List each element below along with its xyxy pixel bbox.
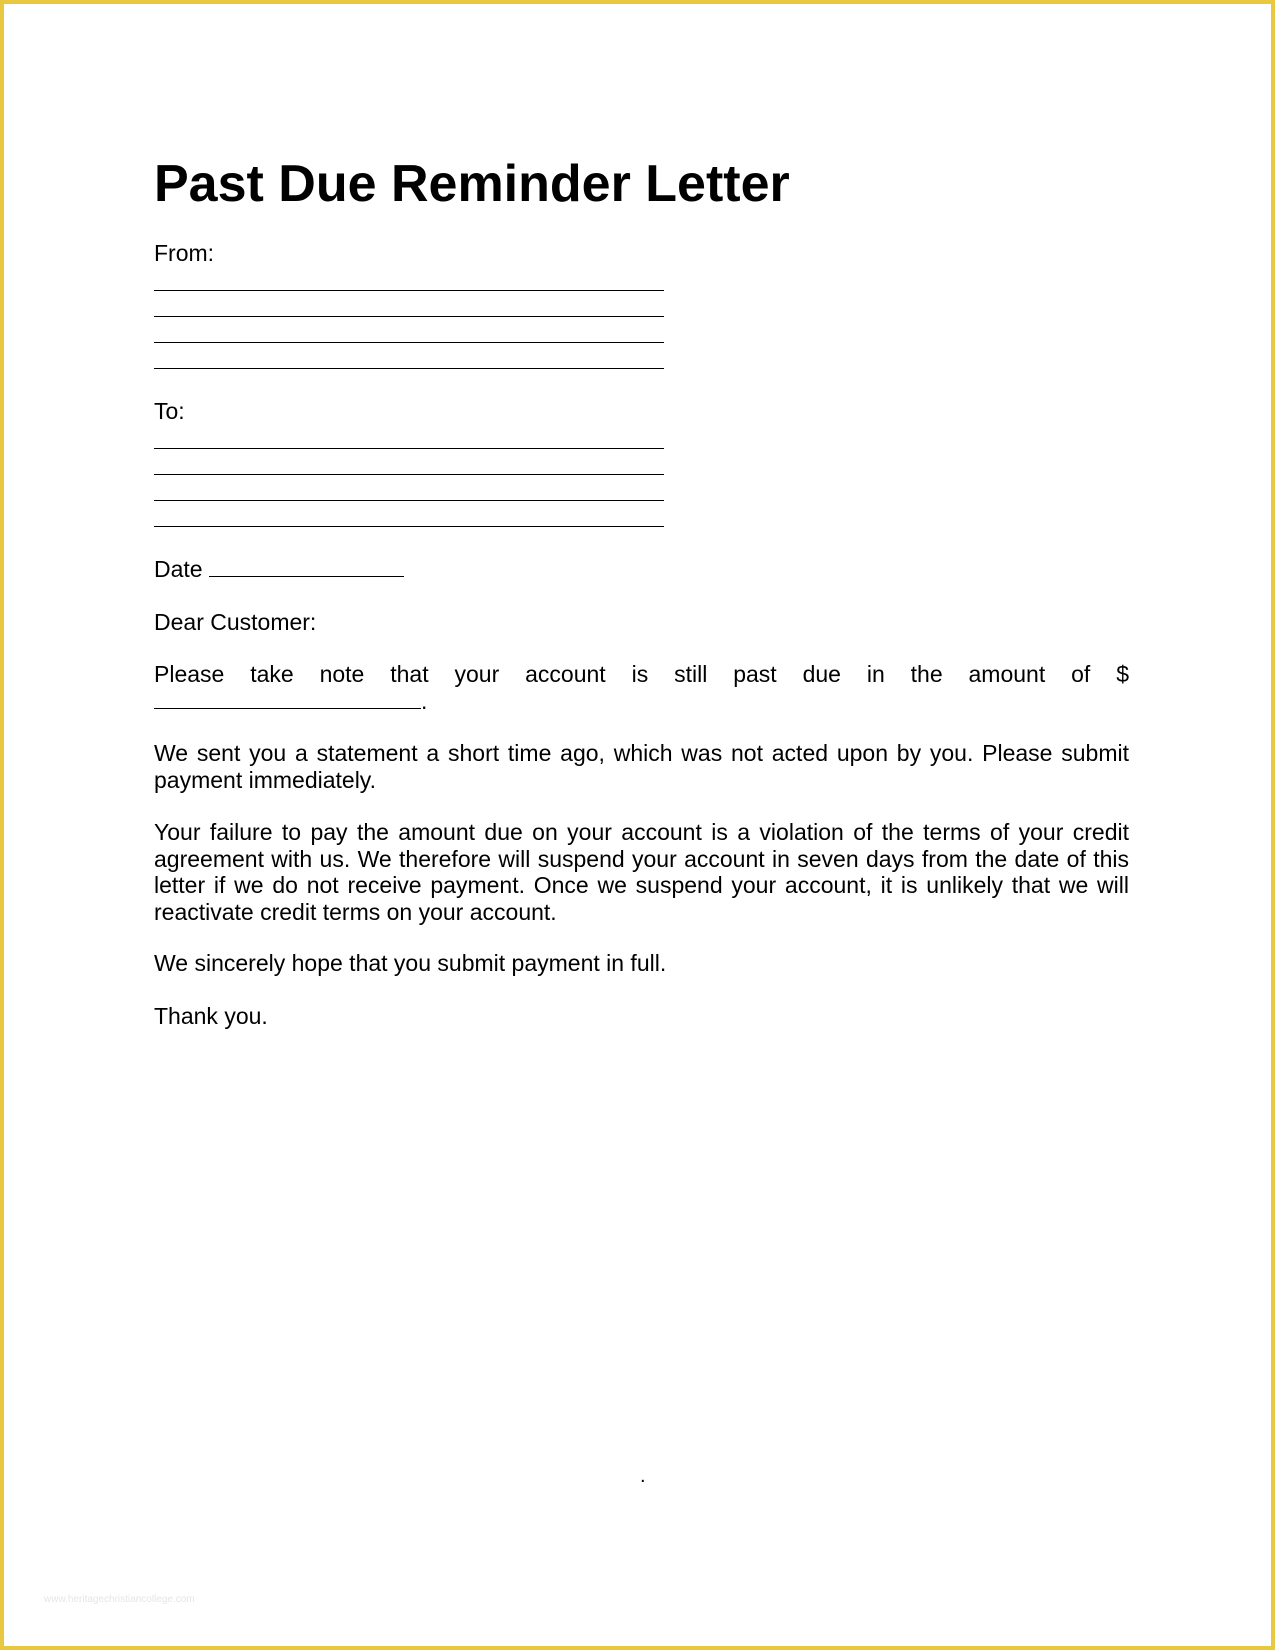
paragraph-statement: We sent you a statement a short time ago, which was not acted upon by you. Please submit payment immediately. xyxy=(154,740,1129,793)
date-field xyxy=(154,556,404,583)
salutation: Dear Customer: xyxy=(154,609,317,635)
footer-mark: . xyxy=(640,1465,646,1487)
date-label: Date xyxy=(154,556,203,582)
to-line-3 xyxy=(154,500,664,501)
amount-blank-line xyxy=(154,688,421,709)
from-label: From: xyxy=(154,240,215,266)
from-line-3 xyxy=(154,342,664,343)
paragraph-hope: We sincerely hope that you submit payment in full. xyxy=(154,950,667,976)
from-line-4 xyxy=(154,368,664,369)
page-title: Past Due Reminder Letter xyxy=(154,155,790,213)
amount-blank-row xyxy=(154,688,1129,715)
from-line-1 xyxy=(154,290,664,291)
to-label: To: xyxy=(154,398,185,424)
to-line-2 xyxy=(154,474,664,475)
paragraph-amount-due xyxy=(154,661,1129,714)
watermark-text: www.heritagechristiancollege.com xyxy=(44,1594,195,1605)
to-line-1 xyxy=(154,448,664,449)
from-line-2 xyxy=(154,316,664,317)
amount-period: . xyxy=(421,687,428,714)
date-blank-line xyxy=(209,556,404,577)
closing: Thank you. xyxy=(154,1003,268,1029)
to-line-4 xyxy=(154,526,664,527)
amount-due-text: Please take note that your account is still past due in the amount of $ xyxy=(154,661,1129,687)
paragraph-failure: Your failure to pay the amount due on your account is a violation of the terms of your credit agreement with us. We therefore will suspend your account in seven days from the date of this letter if we do not receive payment. Once we suspend your account, it is unlikely that we will reactivate credit terms on your account. xyxy=(154,819,1129,925)
